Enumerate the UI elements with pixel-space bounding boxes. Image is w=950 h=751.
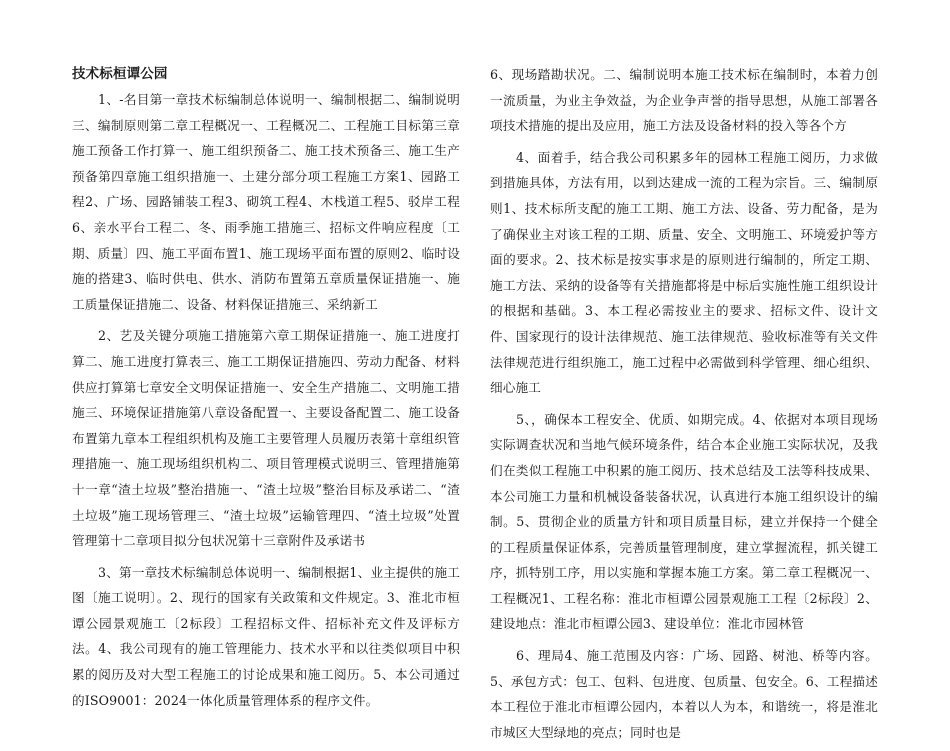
paragraph: 2、艺及关键分项施工措施第六章工期保证措施一、施工进度打算二、施工进度打算表三、施工工期保证措施四、劳动力配备、材料供应打算第七章安全文明保证措施一、安全生产措施二、文明施工措施三、环境保证措施第八章设备配置一、主要设备配置二、施工设备布置第九章本工程组织机构及施工主要管理人员履历表第十章组织管理措施一、施工现场组织机构二、项目管理模式说明三、管理措施第十一章“渣土垃圾”整治措施一、“渣土垃圾”整治目标及承诺二、“渣土垃圾”施工现场管理三、“渣土垃圾”运输管理四、“渣土垃圾”处置管理第十二章项目拟分包状况第十三章附件及承诺书 — [72, 328, 460, 549]
right-column — [490, 62, 878, 751]
paragraph: 6、理局4、施工范围及内容：广场、园路、树池、桥等内容。5、承包方式：包工、包料、包进度、包质量、包安全。6、工程描述本工程位于淮北市桓谭公园内，本着以人为本，和谐统一，将是淮北市城区大型绿地的亮点；同时也是 — [490, 648, 878, 740]
paragraph: 4、面着手，结合我公司积累多年的园林工程施工阅历，力求做到措施具体，方法有用，以到达建成一流的工程为宗旨。三、编制原则1、技术标所支配的施工工期、施工方法、设备、劳力配备，是为了确保业主对该工程的工期、质量、安全、文明施工、环境爱护等方面的要求。2、技术标是按实事求是的原则进行编制的，所定工期、施工方法、采纳的设备等有关措施都将是中标后实施性施工组织设计的根据和基础。3、本工程必需按业主的要求、招标文件、设计文件、国家现行的设计法律规范、施工法律规范、验收标准等有关文件法律规范进行组织施工，施工过程中必需做到科学管理、细心组织、细心施工 — [490, 149, 878, 396]
paragraph: 1、-名目第一章技术标编制总体说明一、编制根据二、编制说明三、编制原则第二章工程概况一、工程概况二、工程施工目标第三章施工预备工作打算一、施工组织预备二、施工技术预备三、施工生产预备第四章施工组织措施一、土建分部分项工程施工方案1、园路工程2、广场、园路铺装工程3、砌筑工程4、木栈道工程5、驳岸工程6、亲水平台工程二、冬、雨季施工措施三、招标文件响应程度〔工期、质量〕四、施工平面布置1、施工现场平面布置的原则2、临时设施的搭建3、临时供电、供水、消防布置第五章质量保证措施一、施工质量保证措施二、设备、材料保证措施三、采纳新工 — [72, 92, 460, 312]
paragraph: 6、现场踏勘状况。二、编制说明本施工技术标在编制时，本着力创一流质量，为业主争效益，为企业争声誉的指导思想，从施工部署各项技术措施的提出及应用，施工方法及设备材料的投入等各个方 — [490, 67, 878, 134]
document-title: 技术标桓谭公园 — [72, 66, 168, 82]
paragraph: 5、，确保本工程安全、优质、如期完成。4、依据对本项目现场实际调查状况和当地气候环境条件，结合本企业施工实际状况，及我们在类似工程施工中积累的施工阅历、技术总结及工法等科技成果、本公司施工力量和机械设备装备状况，认真进行本施工组织设计的编制。5、贯彻企业的质量方针和项目质量目标，建立并保持一个健全的工程质量保证体系，完善质量管理制度，建立掌握流程，抓关键工序，抓特别工序，用以实施和掌握本施工方案。第二章工程概况一、工程概况1、工程名称：淮北市桓谭公园景观施工工程〔2标段〕2、建设地点：淮北市桓谭公园3、建设单位：淮北市园林管 — [490, 411, 878, 632]
paragraph: 3、第一章技术标编制总体说明一、编制根据1、业主提供的施工图〔施工说明〕。2、现行的国家有关政策和文件规定。3、淮北市桓谭公园景观施工〔2标段〕工程招标文件、招标补充文件及评标方法。4、我公司现有的施工管理能力、技术水平和以往类似项目中积累的阅历及对大型工程施工的讨论成果和施工阅历。5、本公司通过的ISO9001：2024一体化质量管理体系的程序文件。 — [72, 564, 460, 708]
left-column — [72, 62, 460, 719]
